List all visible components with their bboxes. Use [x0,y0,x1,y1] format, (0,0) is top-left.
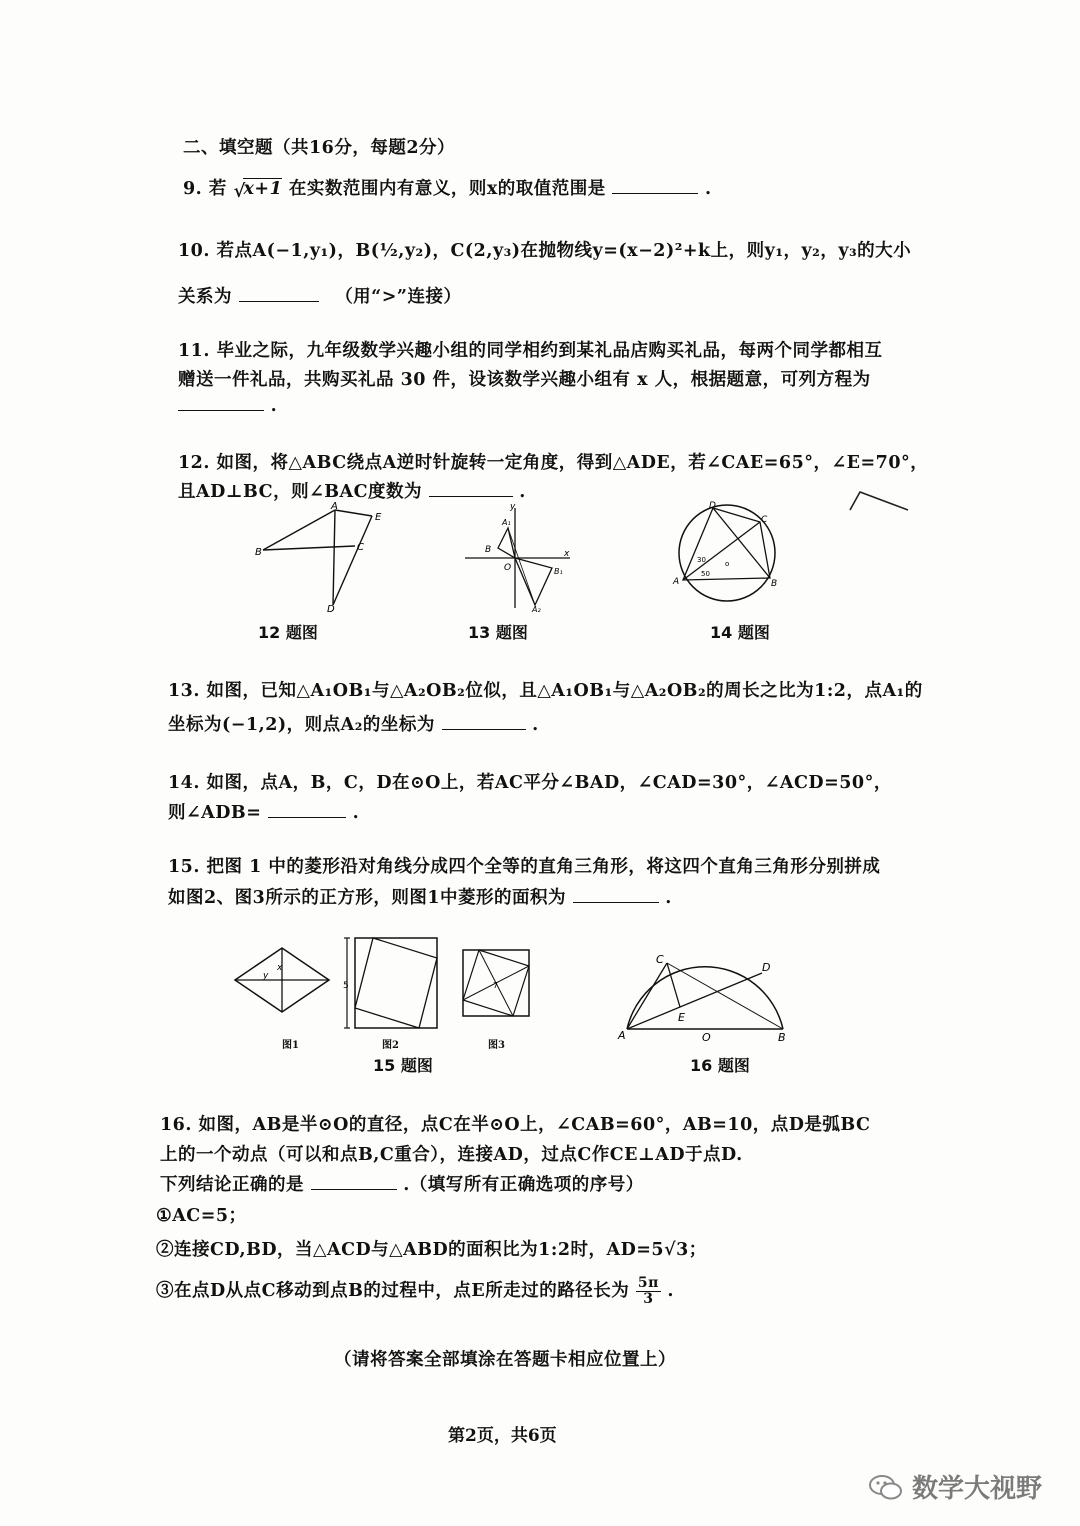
f14-angle-50: 50 [701,570,710,578]
f16-label-B: B [778,1031,786,1044]
q14-answer-blank [268,817,346,818]
f16-label-A: A [618,1029,626,1042]
f14-angle-30: 30 [697,556,706,564]
footer-note: （请将答案全部填涂在答题卡相应位置上） [334,1350,676,1370]
question-10-line2 [178,283,461,308]
f14-center-o: o [725,560,730,568]
f16-label-E: E [678,1011,685,1024]
question-14-line2 [168,799,359,824]
caption-fig14: 14 题图 [710,623,770,642]
caption-t2: 图2 [382,1040,399,1051]
question-11-line3 [178,396,277,416]
f12-label-C: C [357,542,364,553]
f15-side-7: 7 [493,981,499,990]
figure-13 [460,500,580,615]
f14-label-D: D [709,501,716,511]
q16-opt3-end: . [667,1281,675,1301]
q11-end: . [270,396,278,416]
f13-label-A1: A₁ [502,518,511,527]
f13-label-B1: B₁ [554,567,563,576]
f14-label-A: A [673,577,680,587]
caption-t3: 图3 [488,1040,505,1051]
q14-prefix: 则∠ADB= [168,803,262,823]
q16-option-3 [156,1276,674,1307]
figure-16 [612,945,802,1045]
f12-label-A: A [331,501,338,512]
f14-label-C: C [761,515,768,525]
question-16-line3 [160,1171,644,1196]
q16-option-1: ①AC=5； [156,1206,247,1226]
q11-answer-blank [178,410,264,411]
q15-prefix: 如图2、图3所示的正方形，则图1中菱形的面积为 [168,888,567,908]
f16-label-C: C [656,953,664,966]
f13-label-x: x [564,549,570,559]
question-14-line1: 14. 如图，点A，B，C，D在⊙O上，若AC平分∠BAD，∠CAD=30°，∠ACD=50°， [168,773,892,793]
f15-label-y: y [263,971,269,981]
q16-opt3-text: ③在点D从点C移动到点B的过程中，点E所走过的路径长为 [156,1281,630,1301]
watermark-text: 数学大视野 [912,1474,1043,1504]
section-title: 二、填空题（共16分，每题2分） [183,138,456,158]
f13-label-B: B [485,545,492,555]
q9-end: . [704,179,712,199]
page-number: 第2页，共6页 [448,1426,557,1446]
caption-fig16: 16 题图 [690,1056,750,1075]
q16-opt3-denominator: 3 [643,1291,654,1307]
q16-opt3-numerator: 5π [637,1275,659,1291]
q9-text-after: 在实数范围内有意义，则x的取值范围是 [288,179,606,199]
f13-label-y: y [510,502,516,512]
figure-15 [225,930,545,1050]
pen-mark [848,488,912,516]
question-13-line1: 13. 如图，已知△A₁OB₁与△A₂OB₂位似，且△A₁OB₁与△A₂OB₂的周长之比为1:2，点A₁的 [168,681,923,701]
caption-fig15: 15 题图 [373,1056,433,1075]
q9-radical: √ x+1 [233,179,283,202]
f12-label-E: E [375,512,382,523]
q16-prefix: 下列结论正确的是 [160,1175,304,1195]
q16-opt3-fraction [636,1276,661,1307]
q14-end: . [352,803,360,823]
q9-number: 9. [183,179,203,199]
f12-label-B: B [255,547,262,558]
question-15-line1: 15. 把图 1 中的菱形沿对角线分成四个全等的直角三角形，将这四个直角三角形分别拼成 [168,857,881,877]
f16-label-O: O [702,1031,711,1044]
q9-radicand: x+1 [243,179,283,199]
f13-label-A2: A₂ [532,605,541,614]
q9-answer-blank [612,193,698,194]
q12-end: . [519,482,526,502]
f13-label-O: O [504,563,512,573]
question-13-line2 [168,711,539,736]
question-11-line1: 11. 毕业之际，九年级数学兴趣小组的同学相约到某礼品店购买礼品，每两个同学都相互 [178,341,883,361]
q12-prefix: 且AD⊥BC，则∠BAC度数为 [178,482,423,502]
f12-label-D: D [327,604,335,615]
question-12-line1: 12. 如图，将△ABC绕点A逆时针旋转一定角度，得到△ADE，若∠CAE=65°，∠E=70°， [178,453,929,473]
f15-label-x: x [277,963,283,973]
caption-fig13: 13 题图 [468,623,528,642]
q16-option-2: ②连接CD,BD，当△ACD与△ABD的面积比为1:2时，AD=5√3； [156,1240,707,1260]
q15-answer-blank [573,902,659,903]
q15-end: . [665,888,672,908]
q13-end: . [532,715,539,735]
q13-answer-blank [442,729,526,730]
caption-fig12: 12 题图 [258,623,318,642]
q13-prefix: 坐标为(−1,2)，则点A₂的坐标为 [168,715,435,735]
f16-label-D: D [762,961,771,974]
question-11-line2: 赠送一件礼品，共购买礼品 30 件，设该数学兴趣小组有 x 人，根据题意，可列方程为 [178,370,871,390]
q16-suffix: .（填写所有正确选项的序号） [403,1175,644,1195]
q10-suffix: （用“>”连接） [335,287,462,307]
q10-prefix: 关系为 [178,287,232,307]
f15-side-5: 5 [343,981,349,991]
wechat-icon [868,1472,904,1502]
question-16-line1: 16. 如图，AB是半⊙O的直径，点C在半⊙O上，∠CAB=60°，AB=10，点D是弧BC [160,1115,871,1135]
q9-text-before: 若 [208,179,227,199]
question-15-line2 [168,884,672,909]
caption-t1: 图1 [282,1040,299,1051]
question-9 [183,175,712,200]
figure-14 [665,498,790,608]
question-16-line2: 上的一个动点（可以和点B,C重合），连接AD，过点C作CE⊥AD于点D. [160,1145,743,1165]
q12-answer-blank [429,496,513,497]
f14-label-B: B [771,579,778,589]
question-10-line1: 10. 若点A(−1,y₁)，B(½,y₂)，C(2,y₃)在抛物线y=(x−2)²+k上，则y₁，y₂，y₃的大小 [178,241,912,261]
watermark [868,1468,1042,1505]
figure-12 [245,500,395,615]
q16-answer-blank [311,1189,397,1190]
q10-answer-blank [239,301,319,302]
